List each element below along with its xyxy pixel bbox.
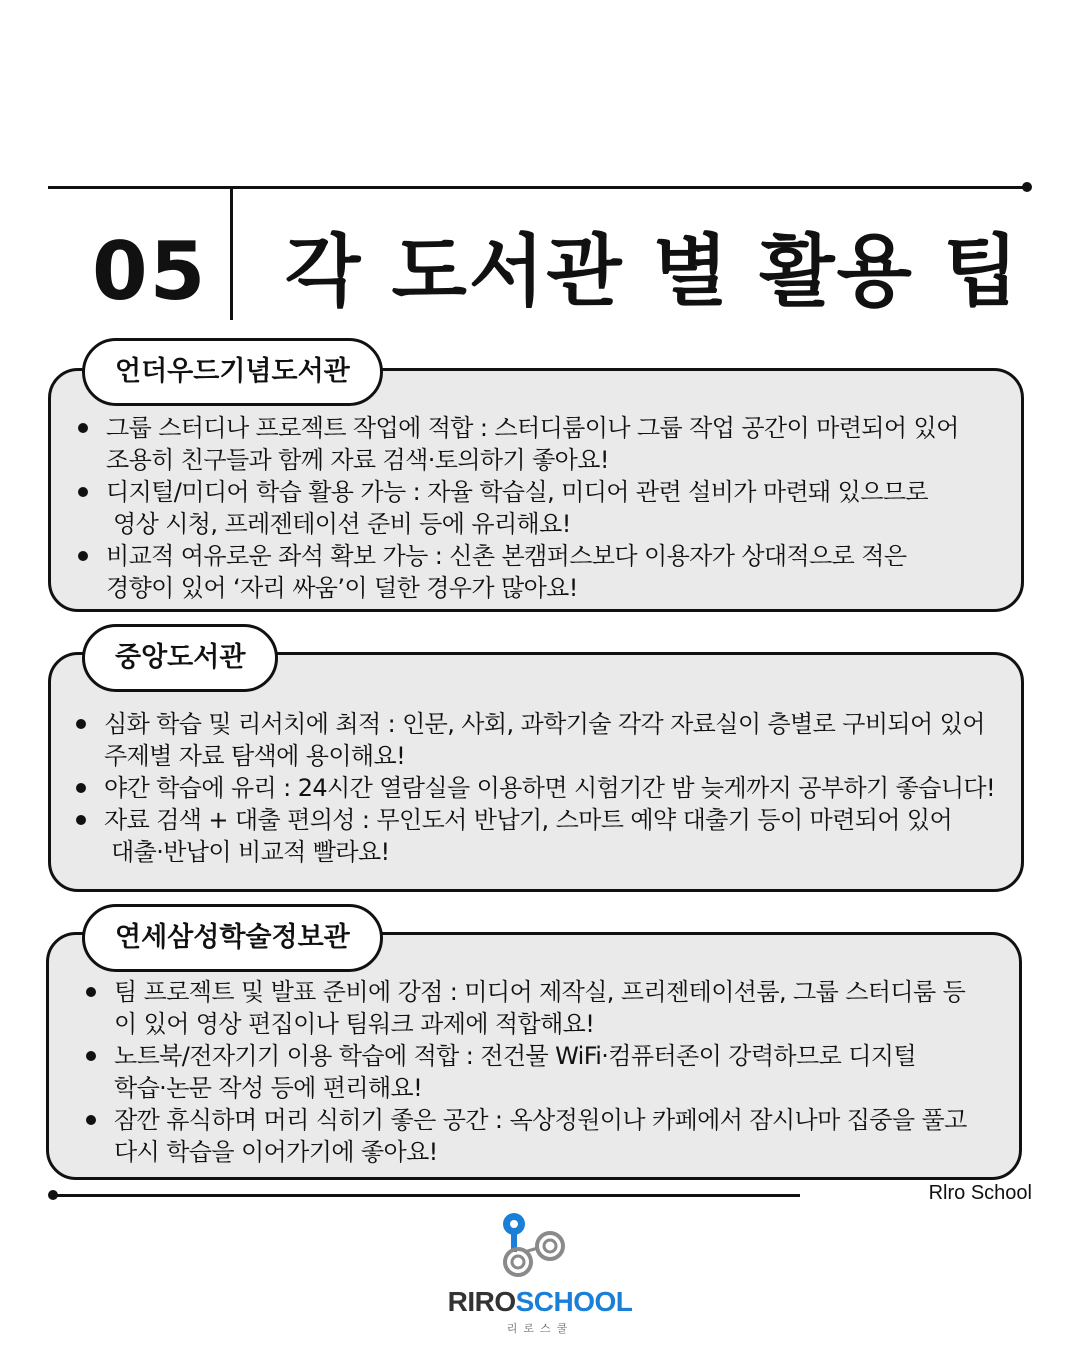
bullet-icon	[78, 551, 88, 561]
bullet-icon	[86, 1115, 96, 1125]
list-item: 야간 학습에 유리 : 24시간 열람실을 이용하면 시험기간 밤 늦게까지 공부하기 좋습니다!	[74, 772, 995, 804]
header-divider	[230, 188, 233, 320]
list-item: 잠깐 휴식하며 머리 식히기 좋은 공간 : 옥상정원이나 카페에서 잠시나마 집중을 풀고 다시 학습을 이어가기에 좋아요!	[84, 1104, 967, 1168]
bullet-icon	[86, 1051, 96, 1061]
list-item: 비교적 여유로운 좌석 확보 가능 : 신촌 본캠퍼스보다 이용자가 상대적으로 적은 경향이 있어 ‘자리 싸움’이 덜한 경우가 많아요!	[76, 540, 959, 604]
bullet-icon	[78, 423, 88, 433]
riroschool-logo	[440, 1206, 640, 1336]
section-label-underwood: 언더우드기념도서관	[82, 338, 383, 406]
logo-subtext: 리로스쿨	[506, 1322, 574, 1335]
logo-wordmark: RIROSCHOOL	[447, 1286, 633, 1317]
list-item: 심화 학습 및 리서치에 최적 : 인문, 사회, 과학기술 각각 자료실이 층별로 구비되어 있어 주제별 자료 탐색에 용이해요!	[74, 708, 995, 772]
brand-caption: Rlro School	[928, 1182, 1032, 1204]
list-item: 노트북/전자기기 이용 학습에 적합 : 전건물 WiFi·컴퓨터존이 강력하므로 디지털 학습·논문 작성 등에 편리해요!	[84, 1040, 967, 1104]
bullet-icon	[86, 987, 96, 997]
logo-mark-icon	[440, 1206, 640, 1286]
page-title: 각 도서관 별 활용 팁	[285, 227, 1021, 317]
top-divider-dot	[1022, 182, 1032, 192]
list-item: 자료 검색 + 대출 편의성 : 무인도서 반납기, 스마트 예약 대출기 등이 마련되어 있어 대출·반납이 비교적 빨라요!	[74, 804, 995, 868]
section-number: 05	[92, 225, 208, 318]
section-label-central: 중앙도서관	[82, 624, 278, 692]
section-list-central	[74, 708, 995, 868]
section-list-underwood	[76, 412, 959, 604]
list-item: 팀 프로젝트 및 발표 준비에 강점 : 미디어 제작실, 프리젠테이션룸, 그룹 스터디룸 등 이 있어 영상 편집이나 팀워크 과제에 적합해요!	[84, 976, 967, 1040]
bullet-icon	[76, 815, 86, 825]
bullet-icon	[78, 487, 88, 497]
top-divider	[48, 186, 1026, 189]
list-item: 디지털/미디어 학습 활용 가능 : 자율 학습실, 미디어 관련 설비가 마련돼 있으므로 영상 시청, 프레젠테이션 준비 등에 유리해요!	[76, 476, 959, 540]
section-list-samsung	[84, 976, 967, 1168]
bottom-divider	[52, 1194, 800, 1197]
bullet-icon	[76, 783, 86, 793]
bullet-icon	[76, 719, 86, 729]
section-label-samsung: 연세삼성학술정보관	[82, 904, 383, 972]
list-item: 그룹 스터디나 프로젝트 작업에 적합 : 스터디룸이나 그룹 작업 공간이 마련되어 있어 조용히 친구들과 함께 자료 검색·토의하기 좋아요!	[76, 412, 959, 476]
